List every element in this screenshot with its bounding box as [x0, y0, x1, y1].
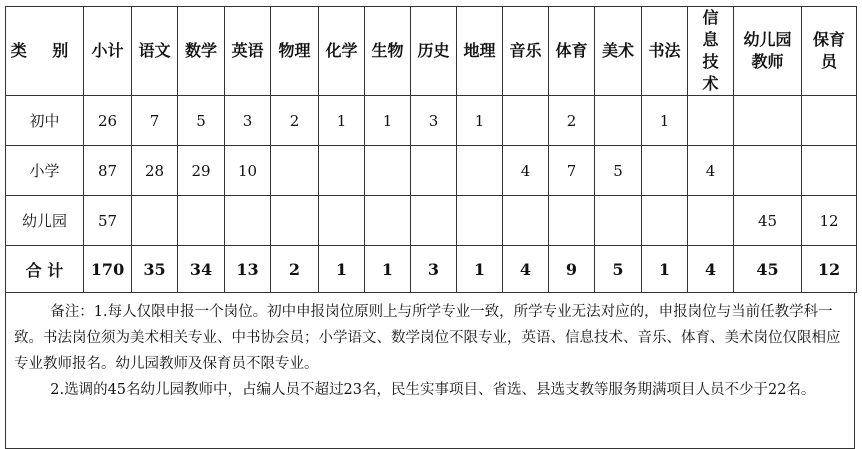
table-cell — [595, 196, 642, 246]
table-cell: 1 — [319, 246, 365, 293]
table-cell: 5 — [178, 96, 225, 146]
table-cell: 1 — [319, 96, 365, 146]
table-cell: 2 — [549, 96, 595, 146]
table-cell — [271, 146, 319, 196]
header-cell: 类 别 — [6, 7, 84, 96]
table-cell — [802, 146, 857, 196]
table-cell: 4 — [503, 146, 549, 196]
table-cell: 87 — [84, 146, 132, 196]
table-body — [6, 96, 857, 293]
table-cell — [271, 196, 319, 246]
note-paragraph: 2.选调的45名幼儿园教师中，占编人员不超过23名，民生实事项目、省选、县选支教等服务期满项目人员不少于22名。 — [50, 382, 816, 398]
table-cell: 1 — [365, 96, 411, 146]
table-cell: 5 — [595, 146, 642, 196]
table-cell — [365, 146, 411, 196]
table-row — [6, 146, 857, 196]
table-cell — [365, 196, 411, 246]
header-cell: 音乐 — [503, 7, 549, 96]
header-cell: 保育员 — [802, 7, 857, 96]
table-cell: 1 — [365, 246, 411, 293]
table-cell: 4 — [688, 246, 734, 293]
header-cell: 英语 — [225, 7, 271, 96]
table-cell: 10 — [225, 146, 271, 196]
table-cell: 29 — [178, 146, 225, 196]
table-cell: 35 — [132, 246, 178, 293]
row-label: 小学 — [6, 146, 84, 196]
table-cell: 28 — [132, 146, 178, 196]
table-row — [6, 196, 857, 246]
table-cell: 26 — [84, 96, 132, 146]
table-cell: 9 — [549, 246, 595, 293]
table-cell — [688, 196, 734, 246]
table-cell — [319, 196, 365, 246]
header-cell: 物理 — [271, 7, 319, 96]
table-cell: 1 — [457, 96, 503, 146]
table-cell — [642, 146, 688, 196]
row-label: 幼儿园 — [6, 196, 84, 246]
table-header-row — [6, 7, 857, 96]
table-cell — [688, 96, 734, 146]
table-row — [6, 96, 857, 146]
row-label: 合 计 — [6, 246, 84, 293]
table-cell: 57 — [84, 196, 132, 246]
header-cell: 数学 — [178, 7, 225, 96]
quota-table — [5, 6, 857, 293]
header-cell: 小计 — [84, 7, 132, 96]
table-cell: 4 — [688, 146, 734, 196]
table-cell: 7 — [132, 96, 178, 146]
table-cell — [503, 196, 549, 246]
table-cell — [411, 146, 457, 196]
table-cell — [642, 196, 688, 246]
table-cell — [457, 196, 503, 246]
header-cell: 信息技术 — [688, 7, 734, 96]
header-cell: 地理 — [457, 7, 503, 96]
table-cell: 170 — [84, 246, 132, 293]
header-cell: 历史 — [411, 7, 457, 96]
table-cell: 1 — [457, 246, 503, 293]
table-cell: 4 — [503, 246, 549, 293]
table-cell — [178, 196, 225, 246]
table-cell — [225, 196, 271, 246]
table-cell — [595, 96, 642, 146]
table-cell: 13 — [225, 246, 271, 293]
table-cell: 1 — [642, 246, 688, 293]
table-cell: 3 — [411, 246, 457, 293]
table-cell — [457, 146, 503, 196]
header-cell: 美术 — [595, 7, 642, 96]
table-cell — [411, 196, 457, 246]
table-cell — [549, 196, 595, 246]
table-cell: 34 — [178, 246, 225, 293]
table-cell: 3 — [225, 96, 271, 146]
table-cell: 12 — [802, 246, 857, 293]
table-cell: 45 — [734, 196, 802, 246]
table-cell: 5 — [595, 246, 642, 293]
total-row — [6, 246, 857, 293]
note-paragraph: 备注：1.每人仅限申报一个岗位。初中申报岗位原则上与所学专业一致，所学专业无法对应的，申报岗位与当前任教学科一致。书法岗位须为美术相关专业、中书协会员；小学语文、数学岗位不限专业，英语、信息技术、音乐、体育、美术岗位仅限相应专业教师报名。幼儿园教师及保育员不限专业。 — [14, 304, 841, 372]
header-cell: 幼儿园教师 — [734, 7, 802, 96]
table-cell — [132, 196, 178, 246]
header-cell: 生物 — [365, 7, 411, 96]
table-cell — [503, 96, 549, 146]
header-cell: 语文 — [132, 7, 178, 96]
document-sheet — [5, 6, 857, 420]
table-cell: 12 — [802, 196, 857, 246]
table-cell — [802, 96, 857, 146]
table-cell: 7 — [549, 146, 595, 196]
table-cell — [734, 146, 802, 196]
table-cell: 1 — [642, 96, 688, 146]
table-cell — [734, 96, 802, 146]
table-cell: 2 — [271, 246, 319, 293]
table-cell: 2 — [271, 96, 319, 146]
header-cell: 书法 — [642, 7, 688, 96]
table-cell — [319, 146, 365, 196]
table-cell: 3 — [411, 96, 457, 146]
table-cell: 45 — [734, 246, 802, 293]
row-label: 初中 — [6, 96, 84, 146]
header-cell: 体育 — [549, 7, 595, 96]
header-cell: 化学 — [319, 7, 365, 96]
